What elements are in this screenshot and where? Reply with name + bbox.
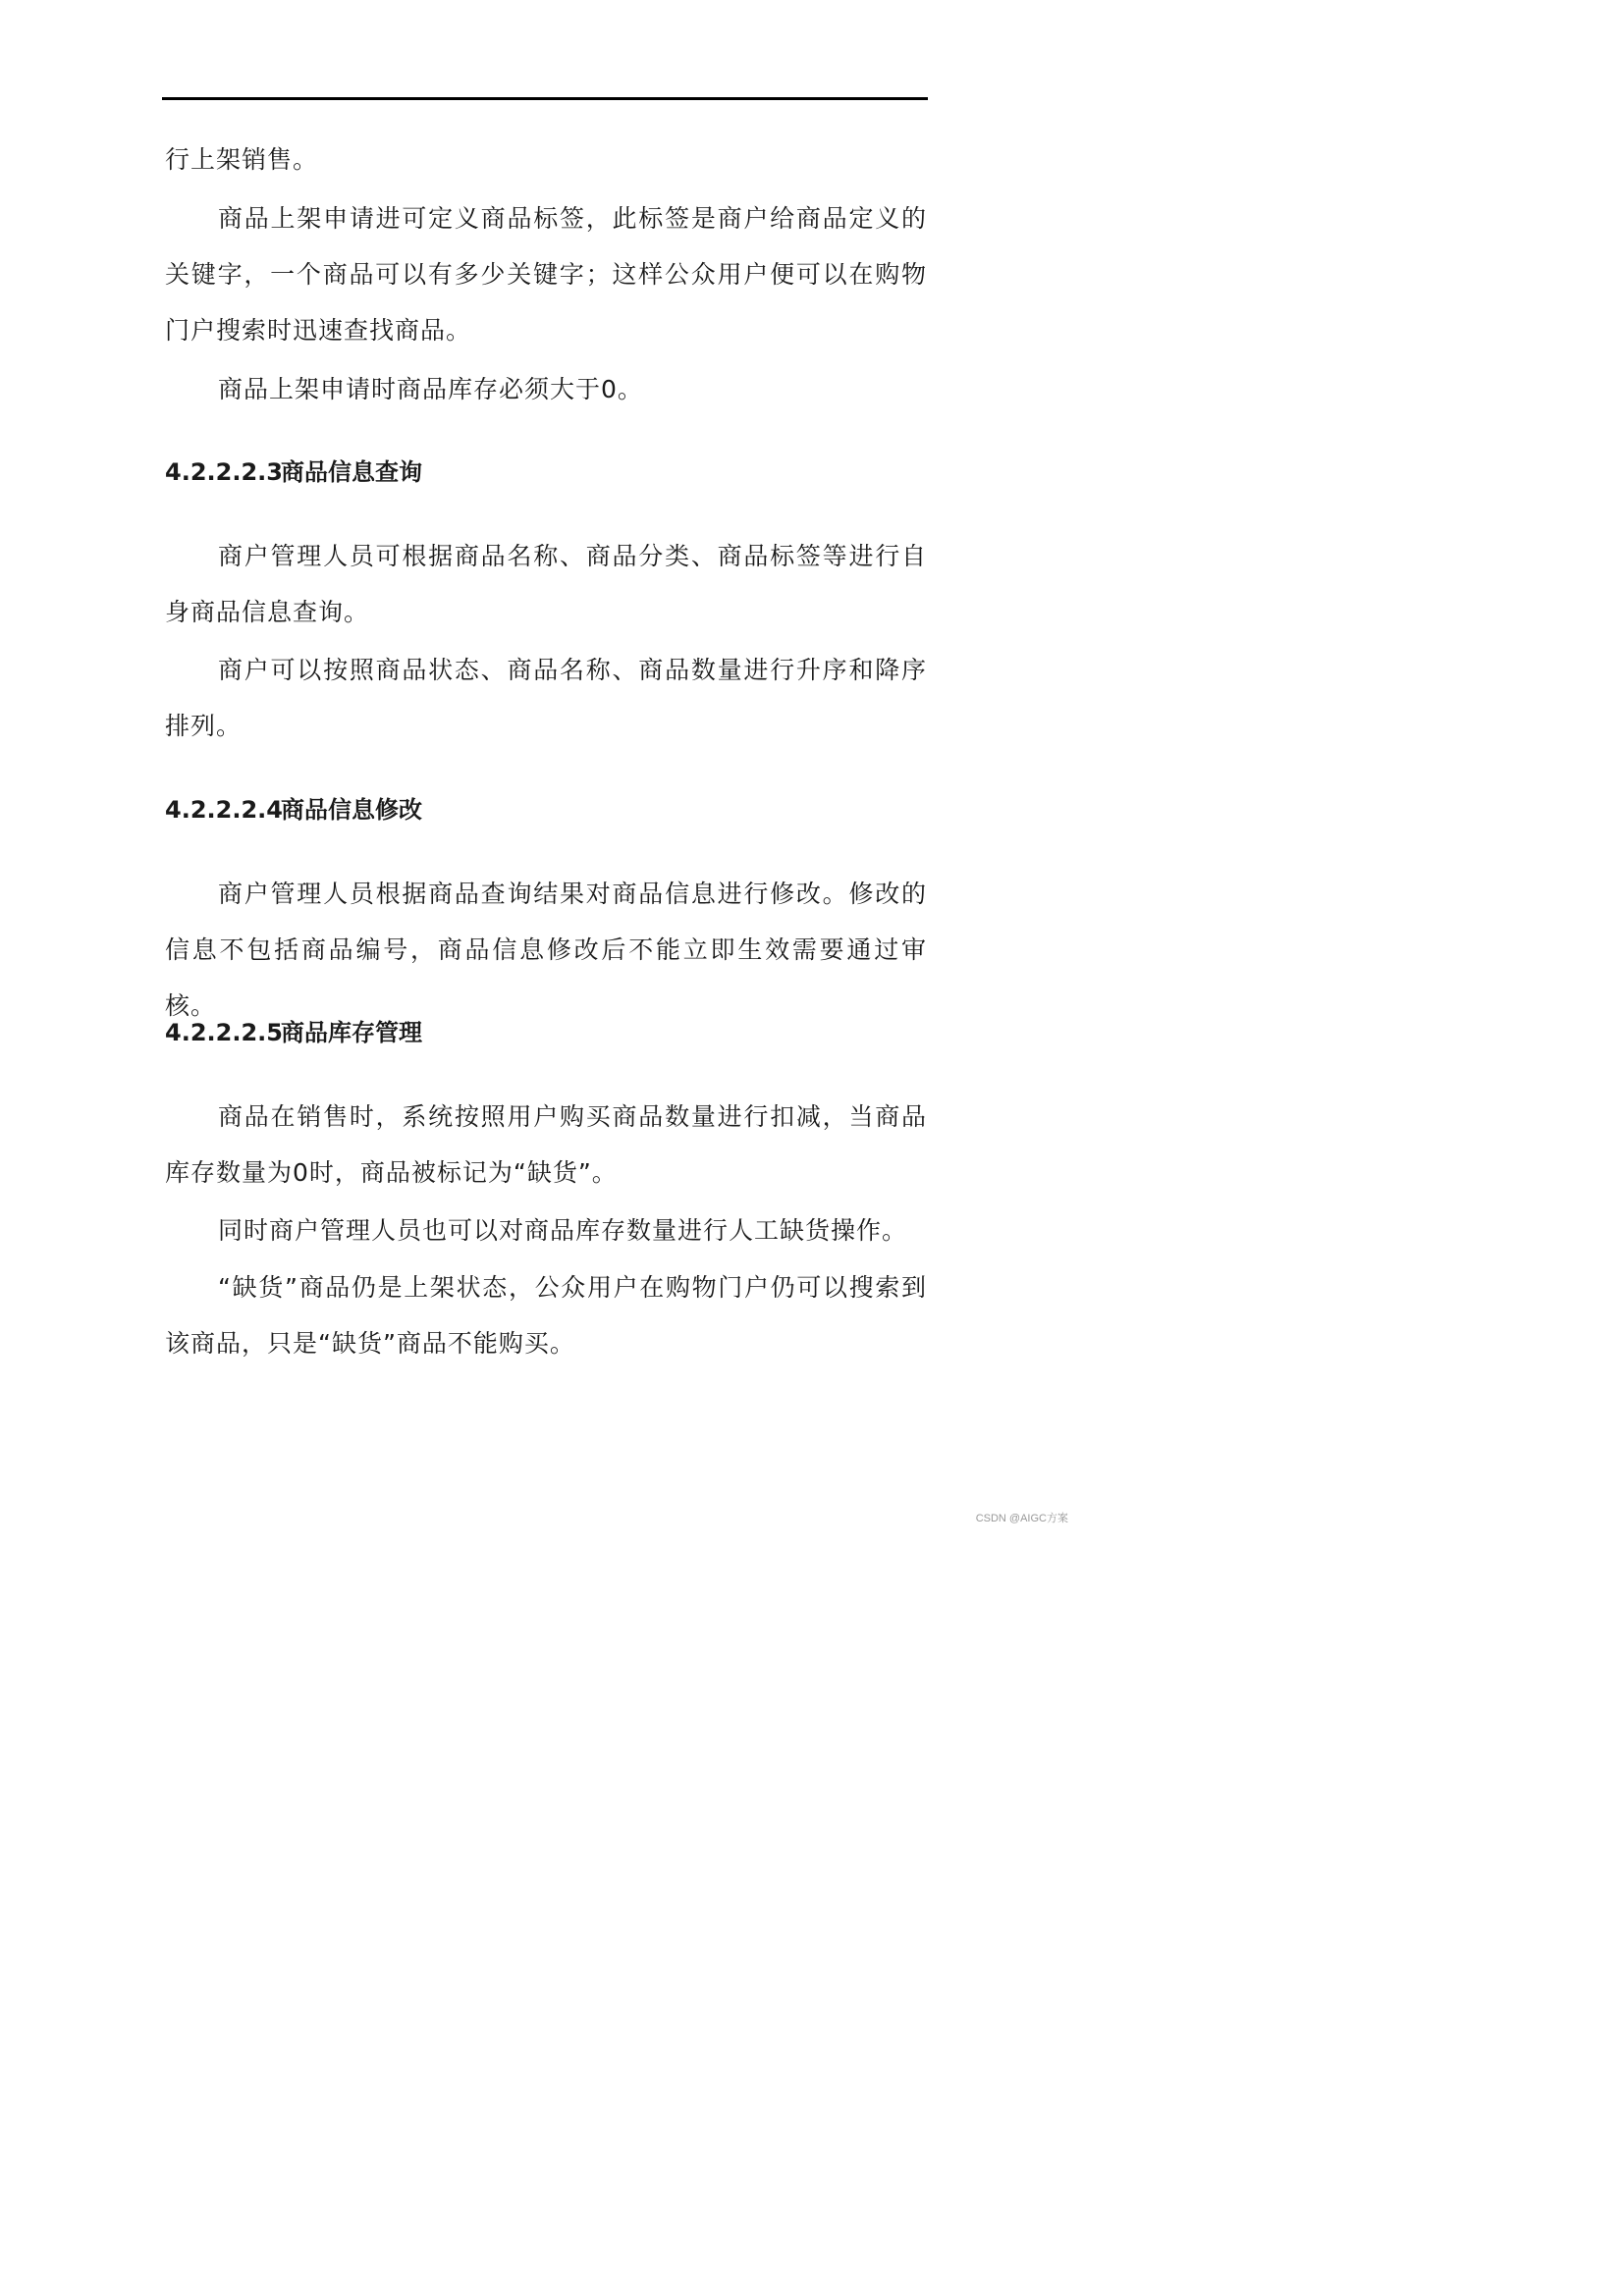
document-page [0, 0, 1080, 1531]
section-number: 4.2.2.2.5 [165, 1019, 283, 1046]
section-title: 商品库存管理 [281, 1019, 422, 1046]
paragraph-sort-order: 商户可以按照商品状态、商品名称、商品数量进行升序和降序排列。 [165, 656, 927, 740]
section-heading-stock-management [165, 1017, 422, 1048]
section-title: 商品信息修改 [281, 796, 422, 824]
header-rule [162, 97, 928, 100]
section-title: 商品信息查询 [281, 458, 422, 486]
section-heading-product-edit [165, 794, 422, 826]
paragraph-stock-deduction: 商品在销售时，系统按照用户购买商品数量进行扣减，当商品库存数量为0时，商品被标记为“缺货”。 [165, 1102, 927, 1187]
section-number: 4.2.2.2.4 [165, 796, 283, 824]
paragraph-manual-out-of-stock: 同时商户管理人员也可以对商品库存数量进行人工缺货操作。 [218, 1216, 908, 1245]
paragraph-stock-requirement: 商品上架申请时商品库存必须大于0。 [218, 375, 643, 403]
paragraph-query-criteria: 商户管理人员可根据商品名称、商品分类、商品标签等进行自身商品信息查询。 [165, 542, 927, 626]
section-number: 4.2.2.2.3 [165, 458, 283, 486]
continuation-text: 行上架销售。 [165, 145, 319, 174]
section-heading-product-query [165, 456, 422, 488]
paragraph-out-of-stock-visibility: “缺货”商品仍是上架状态，公众用户在购物门户仍可以搜索到该商品，只是“缺货”商品不能购买。 [165, 1273, 927, 1358]
paragraph-edit-rules: 商户管理人员根据商品查询结果对商品信息进行修改。修改的信息不包括商品编号，商品信息修改后不能立即生效需要通过审核。 [165, 880, 927, 1020]
paragraph-product-tags: 商品上架申请进可定义商品标签，此标签是商户给商品定义的关键字，一个商品可以有多少关键字；这样公众用户便可以在购物门户搜索时迅速查找商品。 [165, 204, 927, 345]
watermark: CSDN @AIGC方案 [975, 1513, 1068, 1524]
